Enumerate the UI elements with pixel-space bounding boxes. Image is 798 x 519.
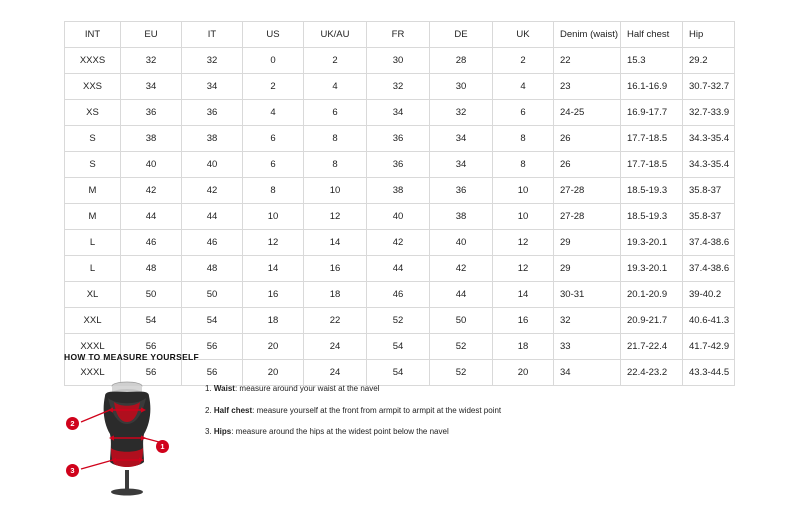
cell-uk-au: 14: [304, 230, 367, 256]
cell-fr: 42: [367, 230, 430, 256]
measure-step-half-chest: [205, 406, 501, 416]
cell-fr: 44: [367, 256, 430, 282]
cell-denim-waist: 32: [554, 308, 621, 334]
cell-it: 48: [182, 256, 243, 282]
cell-hip: 37.4-38.6: [683, 256, 735, 282]
table-row: [65, 230, 735, 256]
cell-uk-au: 6: [304, 100, 367, 126]
cell-de: 32: [430, 100, 493, 126]
cell-hip: 43.3-44.5: [683, 360, 735, 386]
column-header-hip: Hip: [683, 22, 735, 48]
cell-hip: 37.4-38.6: [683, 230, 735, 256]
cell-uk-au: 8: [304, 152, 367, 178]
cell-denim-waist: 33: [554, 334, 621, 360]
cell-uk: 12: [493, 230, 554, 256]
table-row: [65, 126, 735, 152]
cell-uk-au: 24: [304, 334, 367, 360]
cell-uk: 2: [493, 48, 554, 74]
cell-half-chest: 19.3-20.1: [621, 230, 683, 256]
cell-fr: 36: [367, 126, 430, 152]
cell-int: XXL: [65, 308, 121, 334]
cell-half-chest: 15.3: [621, 48, 683, 74]
cell-uk-au: 16: [304, 256, 367, 282]
cell-de: 44: [430, 282, 493, 308]
cell-it: 38: [182, 126, 243, 152]
cell-fr: 36: [367, 152, 430, 178]
cell-half-chest: 16.9-17.7: [621, 100, 683, 126]
cell-denim-waist: 23: [554, 74, 621, 100]
cell-fr: 34: [367, 100, 430, 126]
cell-int: XXXL: [65, 334, 121, 360]
cell-it: 32: [182, 48, 243, 74]
cell-de: 52: [430, 360, 493, 386]
cell-int: XXS: [65, 74, 121, 100]
column-header-uk-au: UK/AU: [304, 22, 367, 48]
step-term: Hips: [213, 427, 232, 437]
column-header-denim-waist: Denim (waist): [554, 22, 621, 48]
cell-denim-waist: 27-28: [554, 204, 621, 230]
cell-us: 10: [243, 204, 304, 230]
size-chart-table: [64, 21, 735, 386]
cell-us: 18: [243, 308, 304, 334]
cell-it: 54: [182, 308, 243, 334]
cell-uk-au: 10: [304, 178, 367, 204]
cell-eu: 50: [121, 282, 182, 308]
cell-uk-au: 8: [304, 126, 367, 152]
step-term: Half chest: [213, 405, 253, 415]
table-row: [65, 100, 735, 126]
cell-eu: 44: [121, 204, 182, 230]
cell-denim-waist: 29: [554, 256, 621, 282]
cell-us: 8: [243, 178, 304, 204]
cell-half-chest: 16.1-16.9: [621, 74, 683, 100]
cell-denim-waist: 26: [554, 152, 621, 178]
cell-it: 50: [182, 282, 243, 308]
cell-de: 28: [430, 48, 493, 74]
cell-denim-waist: 24-25: [554, 100, 621, 126]
table-row: [65, 178, 735, 204]
cell-denim-waist: 34: [554, 360, 621, 386]
cell-hip: 34.3-35.4: [683, 152, 735, 178]
table-row: [65, 308, 735, 334]
cell-int: L: [65, 256, 121, 282]
step-text: : measure around the hips at the widest point below the navel: [231, 427, 449, 437]
cell-uk: 14: [493, 282, 554, 308]
cell-half-chest: 19.3-20.1: [621, 256, 683, 282]
how-to-measure-section: [64, 352, 764, 497]
cell-eu: 42: [121, 178, 182, 204]
cell-de: 36: [430, 178, 493, 204]
cell-de: 34: [430, 152, 493, 178]
cell-int: XS: [65, 100, 121, 126]
mannequin-illustration: [64, 372, 189, 497]
measure-step-hips: [205, 427, 501, 437]
cell-eu: 56: [121, 334, 182, 360]
cell-fr: 32: [367, 74, 430, 100]
table-row: [65, 152, 735, 178]
column-header-eu: EU: [121, 22, 182, 48]
cell-eu: 46: [121, 230, 182, 256]
cell-half-chest: 20.9-21.7: [621, 308, 683, 334]
cell-uk: 8: [493, 152, 554, 178]
cell-int: M: [65, 178, 121, 204]
cell-fr: 46: [367, 282, 430, 308]
cell-fr: 40: [367, 204, 430, 230]
cell-hip: 35.8-37: [683, 178, 735, 204]
measure-step-waist: [205, 384, 501, 394]
table-row: [65, 256, 735, 282]
cell-uk-au: 2: [304, 48, 367, 74]
cell-us: 2: [243, 74, 304, 100]
cell-fr: 30: [367, 48, 430, 74]
cell-us: 16: [243, 282, 304, 308]
cell-eu: 56: [121, 360, 182, 386]
cell-us: 4: [243, 100, 304, 126]
cell-uk-au: 18: [304, 282, 367, 308]
step-term: Waist: [213, 384, 235, 393]
cell-int: M: [65, 204, 121, 230]
cell-int: L: [65, 230, 121, 256]
measure-steps-list: [205, 372, 501, 449]
badge-hips: 3: [66, 464, 79, 477]
cell-half-chest: 18.5-19.3: [621, 178, 683, 204]
cell-de: 50: [430, 308, 493, 334]
cell-fr: 54: [367, 360, 430, 386]
cell-hip: 39-40.2: [683, 282, 735, 308]
cell-it: 36: [182, 100, 243, 126]
cell-uk: 6: [493, 100, 554, 126]
cell-de: 34: [430, 126, 493, 152]
cell-us: 6: [243, 126, 304, 152]
cell-de: 42: [430, 256, 493, 282]
table-row: [65, 282, 735, 308]
section-title: HOW TO MEASURE YOURSELF: [64, 352, 200, 362]
table-row: [65, 48, 735, 74]
cell-uk-au: 4: [304, 74, 367, 100]
cell-uk-au: 24: [304, 360, 367, 386]
cell-uk: 10: [493, 204, 554, 230]
cell-uk: 8: [493, 126, 554, 152]
cell-hip: 41.7-42.9: [683, 334, 735, 360]
cell-denim-waist: 22: [554, 48, 621, 74]
cell-eu: 40: [121, 152, 182, 178]
cell-half-chest: 18.5-19.3: [621, 204, 683, 230]
cell-it: 44: [182, 204, 243, 230]
column-header-de: DE: [430, 22, 493, 48]
cell-uk: 10: [493, 178, 554, 204]
cell-int: S: [65, 126, 121, 152]
cell-eu: 32: [121, 48, 182, 74]
cell-hip: 34.3-35.4: [683, 126, 735, 152]
cell-uk: 18: [493, 334, 554, 360]
step-index: 1.: [205, 384, 212, 393]
column-header-us: US: [243, 22, 304, 48]
cell-it: 46: [182, 230, 243, 256]
cell-it: 40: [182, 152, 243, 178]
table-row: [65, 74, 735, 100]
cell-us: 0: [243, 48, 304, 74]
cell-us: 20: [243, 360, 304, 386]
cell-uk: 16: [493, 308, 554, 334]
cell-uk: 20: [493, 360, 554, 386]
cell-us: 6: [243, 152, 304, 178]
cell-denim-waist: 30-31: [554, 282, 621, 308]
cell-denim-waist: 26: [554, 126, 621, 152]
step-index: 3.: [205, 427, 212, 437]
cell-de: 52: [430, 334, 493, 360]
cell-eu: 38: [121, 126, 182, 152]
cell-int: XXXS: [65, 48, 121, 74]
column-header-fr: FR: [367, 22, 430, 48]
cell-half-chest: 17.7-18.5: [621, 126, 683, 152]
cell-eu: 34: [121, 74, 182, 100]
cell-int: S: [65, 152, 121, 178]
cell-hip: 32.7-33.9: [683, 100, 735, 126]
column-header-it: IT: [182, 22, 243, 48]
cell-eu: 36: [121, 100, 182, 126]
cell-eu: 48: [121, 256, 182, 282]
cell-int: XXXL: [65, 360, 121, 386]
badge-waist: 1: [156, 440, 169, 453]
cell-fr: 52: [367, 308, 430, 334]
column-header-half-chest: Half chest: [621, 22, 683, 48]
cell-half-chest: 17.7-18.5: [621, 152, 683, 178]
cell-it: 56: [182, 334, 243, 360]
cell-uk: 12: [493, 256, 554, 282]
cell-int: XL: [65, 282, 121, 308]
column-header-uk: UK: [493, 22, 554, 48]
cell-it: 34: [182, 74, 243, 100]
cell-half-chest: 22.4-23.2: [621, 360, 683, 386]
cell-eu: 54: [121, 308, 182, 334]
cell-de: 38: [430, 204, 493, 230]
cell-us: 14: [243, 256, 304, 282]
cell-us: 20: [243, 334, 304, 360]
cell-half-chest: 21.7-22.4: [621, 334, 683, 360]
cell-hip: 40.6-41.3: [683, 308, 735, 334]
cell-fr: 54: [367, 334, 430, 360]
step-text: : measure yourself at the front from armpit to armpit at the widest point: [252, 405, 502, 415]
cell-uk: 4: [493, 74, 554, 100]
step-index: 2.: [205, 405, 212, 415]
cell-hip: 29.2: [683, 48, 735, 74]
badge-half-chest: 2: [66, 417, 79, 430]
cell-half-chest: 20.1-20.9: [621, 282, 683, 308]
cell-fr: 38: [367, 178, 430, 204]
step-text: : measure around your waist at the navel: [234, 384, 380, 393]
cell-hip: 30.7-32.7: [683, 74, 735, 100]
cell-de: 30: [430, 74, 493, 100]
table-header-row: [65, 22, 735, 48]
table-row: [65, 204, 735, 230]
cell-denim-waist: 27-28: [554, 178, 621, 204]
cell-us: 12: [243, 230, 304, 256]
cell-it: 56: [182, 360, 243, 386]
mannequin-figure: [64, 372, 189, 497]
cell-de: 40: [430, 230, 493, 256]
cell-it: 42: [182, 178, 243, 204]
cell-uk-au: 22: [304, 308, 367, 334]
cell-denim-waist: 29: [554, 230, 621, 256]
cell-hip: 35.8-37: [683, 204, 735, 230]
column-header-int: INT: [65, 22, 121, 48]
cell-uk-au: 12: [304, 204, 367, 230]
